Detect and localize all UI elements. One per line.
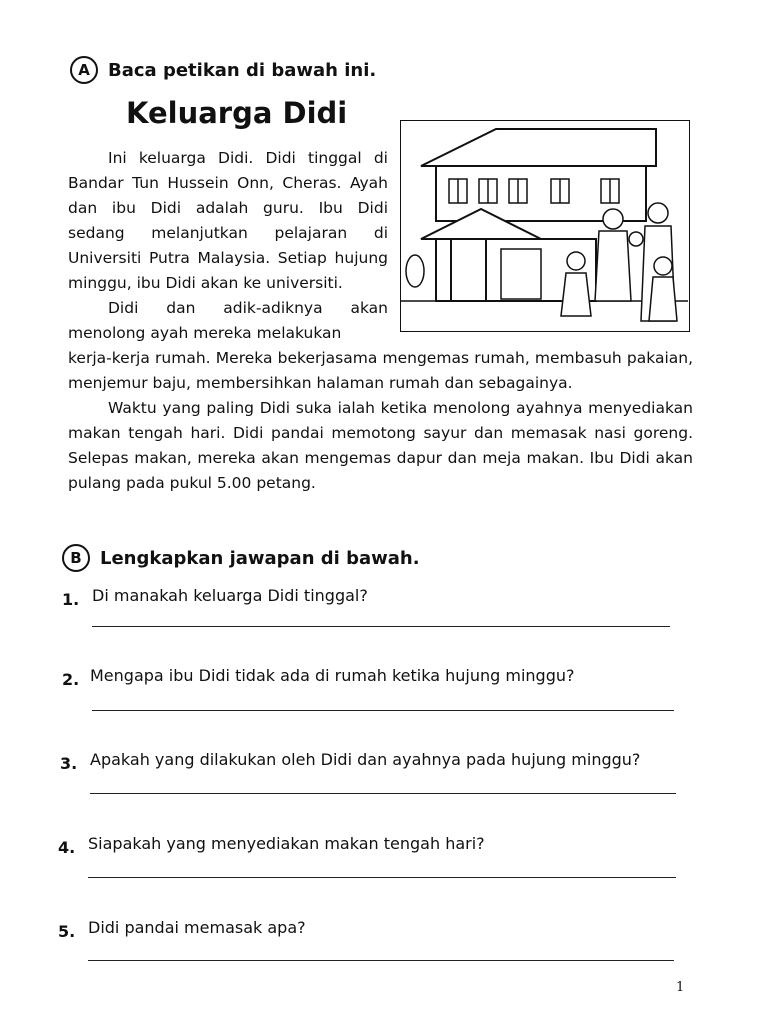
section-b-heading [62, 544, 420, 572]
question-3-text: Apakah yang dilakukan oleh Didi dan ayahnya pada hujung minggu? [90, 750, 641, 769]
question-3-number: 3. [60, 754, 78, 773]
answer-line-1[interactable] [92, 626, 670, 627]
question-2-number: 2. [62, 670, 80, 689]
answer-line-2[interactable] [92, 710, 674, 711]
answer-line-5[interactable] [88, 960, 674, 961]
question-2-text: Mengapa ibu Didi tidak ada di rumah ketika hujung minggu? [90, 666, 575, 685]
section-a-badge: A [70, 56, 98, 84]
question-1-number: 1. [62, 590, 80, 609]
passage-column [68, 146, 388, 346]
passage-paragraph-1: Ini keluarga Didi. Didi tinggal di Bandar Tun Hussein Onn, Cheras. Ayah dan ibu Didi adalah guru. Ibu Didi sedang melanjutkan pelajaran di Universiti Putra Malaysia. Setiap hujung minggu, ibu Didi akan ke universiti. [68, 149, 388, 292]
passage-title: Keluarga Didi [126, 96, 348, 130]
question-5-number: 5. [58, 922, 76, 941]
passage-paragraph-3: Waktu yang paling Didi suka ialah ketika menolong ayahnya menyediakan makan tengah hari. Didi pandai memotong sayur dan memasak nasi goreng. Selepas makan, mereka akan mengemas dapur dan meja makan. Ibu Didi akan pulang pada pukul 5.00 petang. [68, 399, 693, 492]
page-number: 1 [676, 980, 685, 995]
passage-full-width [68, 346, 693, 496]
question-5-text: Didi pandai memasak apa? [88, 918, 306, 937]
question-4-text: Siapakah yang menyediakan makan tengah hari? [88, 834, 485, 853]
section-b-instruction: Lengkapkan jawapan di bawah. [100, 547, 420, 569]
passage-paragraph-2-end: kerja-kerja rumah. Mereka bekerjasama mengemas rumah, membasuh pakaian, menjemur baju, membersihkan halaman rumah dan sebagainya. [68, 349, 693, 392]
question-1-text: Di manakah keluarga Didi tinggal? [92, 586, 368, 605]
passage-paragraph-2-start: Didi dan adik-adiknya akan menolong ayah mereka melakukan [68, 299, 388, 342]
house-family-drawing [401, 121, 688, 330]
answer-line-3[interactable] [90, 793, 676, 794]
section-a-heading [70, 56, 376, 84]
section-b-badge: B [62, 544, 90, 572]
section-a-instruction: Baca petikan di bawah ini. [108, 59, 377, 81]
family-house-illustration [400, 120, 690, 332]
answer-line-4[interactable] [88, 877, 676, 878]
question-4-number: 4. [58, 838, 76, 857]
